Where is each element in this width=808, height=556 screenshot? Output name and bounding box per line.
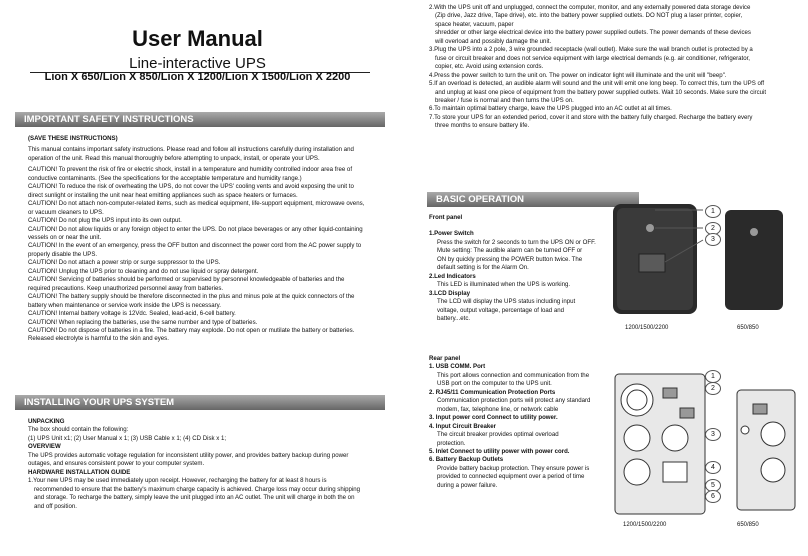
callout-3: 3 — [705, 428, 721, 441]
front-panel-illustration — [605, 200, 805, 335]
paragraph: CAUTION! Internal battery voltage is 12Vdc. Sealed, lead-acid, 6-cell battery. — [28, 310, 236, 318]
paragraph: 6.To maintain optimal battery charge, leave the UPS plugged into an AC outlet at all times. — [429, 105, 672, 113]
paragraph: and storage. To recharge the battery, simply leave the unit plugged into an AC outlet. The unit will charge in both the on — [34, 494, 355, 502]
callout-4: 4 — [705, 461, 721, 474]
paragraph: default setting is for the Alarm On. — [437, 264, 529, 272]
rear-label-small: 650/850 — [737, 522, 759, 528]
paragraph: fuse or circuit breaker and does not service equipment with large electrical demands (e.g. air conditioner, refrigerator, — [435, 54, 751, 62]
paragraph: vessels on or near the unit. — [28, 233, 102, 241]
paragraph: CAUTION! Do not attach non-computer-related items, such as medical equipment, life-support equipment, microwave ovens, — [28, 200, 365, 208]
paragraph: 6. Battery Backup Outlets — [429, 456, 504, 464]
paragraph: 5. Inlet Connect to utility power with power cord. — [429, 447, 570, 455]
install-text — [28, 418, 393, 511]
paragraph: 4. Input Circuit Breaker — [429, 422, 497, 430]
paragraph: required precautions. Keep unauthorized personnel away from batteries. — [28, 284, 224, 292]
paragraph: modem, fax, telephone line, or network cable — [437, 405, 559, 413]
model-list: Lion X 650/Lion X 850/Lion X 1200/Lion X 1500/Lion X 2200 — [44, 71, 351, 83]
rear-label-large: 1200/1500/2200 — [623, 522, 667, 528]
paragraph: 2.With the UPS unit off and unplugged, connect the computer, monitor, and any externally powered data storage device — [429, 4, 751, 11]
paragraph: and off position. — [34, 502, 77, 510]
paragraph: 3. Input power cord Connect to utility power. — [429, 414, 558, 422]
paragraph: or vacuum cleaners to UPS. — [28, 208, 104, 216]
paragraph: 2.Led Indicators — [429, 272, 476, 280]
front-label-small: 650/850 — [737, 325, 759, 331]
paragraph: The LCD will display the UPS status including input — [437, 298, 576, 306]
paragraph: during a power failure. — [437, 481, 498, 489]
paragraph: CAUTION! The battery supply should be therefore disconnected in the plus and minus pole at the quick connectors of the — [28, 293, 355, 301]
paragraph: and unplug at least one piece of equipment from the battery power supplied outlets. Wait 10 seconds. Make sure the circuit — [435, 88, 767, 96]
paragraph: Mute setting: The audible alarm can be turned OFF or — [437, 247, 583, 255]
paragraph: Released electrolyte is harmful to the skin and eyes. — [28, 335, 169, 343]
paragraph: operation of the unit. Read this manual thoroughly before attempting to unpack, install, or operate your UPS. — [28, 154, 320, 162]
paragraph: 1.Your new UPS may be used immediately upon receipt. However, recharging the battery for at least 8 hours is — [28, 477, 327, 485]
paragraph: will overload and possibly damage the unit. — [435, 37, 552, 45]
paragraph: CAUTION! To reduce the risk of overheating the UPS, do not cover the UPS' cooling vents and avoid exposing the unit to — [28, 183, 354, 191]
paragraph: This port allows connection and communication from the — [437, 371, 590, 379]
paragraph: UNPACKING — [28, 418, 65, 425]
paragraph: battery when maintenance or service work inside the UPS is necessary. — [28, 301, 221, 309]
callout-2: 2 — [705, 222, 721, 235]
paragraph: The circuit breaker provides optimal overload — [437, 431, 559, 439]
paragraph: 5.If an overload is detected, an audible alarm will sound and the unit will emit one long beep. To correct this, turn the UPS off — [429, 80, 765, 88]
paragraph: recommended to ensure that the battery's maximum charge capacity is achieved. Charge loss may occur during shipping — [34, 485, 360, 493]
paragraph: Provide battery backup protection. They ensure power is — [437, 464, 590, 472]
front-label-large: 1200/1500/2200 — [625, 325, 669, 331]
paragraph: (SAVE THESE INSTRUCTIONS) — [28, 135, 118, 142]
guide-text — [429, 4, 807, 131]
paragraph: CAUTION! When replacing the batteries, use the same number and type of batteries. — [28, 318, 258, 326]
callout-6: 6 — [705, 490, 721, 503]
paragraph: 2. RJ45/11 Communication Protection Ports — [429, 388, 556, 396]
paragraph: 1.Power Switch — [429, 230, 474, 238]
right-page — [415, 0, 808, 556]
paragraph: provided to connected equipment over a period of time — [437, 473, 585, 481]
paragraph: The UPS provides automatic voltage regulation for inconsistent utility power, and provides battery backup during power — [28, 451, 349, 459]
paragraph: The box should contain the following: — [28, 426, 129, 434]
paragraph: voltage, output voltage, percentage of load and — [437, 306, 565, 314]
paragraph: 3.Plug the UPS into a 2 pole, 3 wire grounded receptacle (wall outlet). Make sure the wall branch outlet is protected by a — [429, 46, 753, 54]
callout-2: 2 — [705, 382, 721, 395]
paragraph: Press the switch for 2 seconds to turn the UPS ON or OFF. — [437, 238, 596, 246]
paragraph: protection. — [437, 439, 466, 447]
callout-3: 3 — [705, 233, 721, 246]
callout-1: 1 — [705, 205, 721, 218]
manual-title: User Manual — [132, 26, 263, 51]
callout-1: 1 — [705, 370, 721, 383]
paragraph: (Zip drive, Jazz drive, Tape drive), etc. into the battery power supplied outlets. DO NOT plug a laser printer, copier, — [435, 12, 743, 20]
paragraph: copier, etc. Avoid using extension cords. — [435, 63, 544, 71]
paragraph: (1) UPS Unit x1; (2) User Manual x 1; (3) USB Cable x 1; (4) CD Disk x 1; — [28, 434, 227, 442]
safety-text — [28, 135, 393, 344]
paragraph: shredder or other large electrical device into the battery power supplied outlets. The power demands of these devices — [435, 29, 751, 37]
callout-5: 5 — [705, 479, 721, 492]
paragraph: HARDWARE INSTALLATION GUIDE — [28, 468, 131, 476]
paragraph: three months to ensure battery life. — [435, 122, 530, 130]
paragraph: outages, and ensures consistent power to your computer system. — [28, 460, 205, 468]
basic-operation-bar: BASIC OPERATION — [427, 192, 639, 207]
paragraph: This manual contains important safety instructions. Please read and follow all instructions carefully during installation and — [28, 146, 354, 154]
rear-panel-heading: Rear panel — [429, 355, 461, 362]
paragraph: CAUTION! Unplug the UPS prior to cleaning and do not use liquid or spray detergent. — [28, 267, 259, 275]
paragraph: CAUTION! To prevent the risk of fire or electric shock, install in a temperature and humidity controlled indoor area free of — [28, 166, 353, 174]
front-panel-heading: Front panel — [429, 214, 463, 221]
left-page — [0, 0, 395, 556]
paragraph: properly disable the UPS. — [28, 250, 98, 258]
safety-section-bar: IMPORTANT SAFETY INSTRUCTIONS — [15, 112, 385, 127]
paragraph: CAUTION! In the event of an emergency, press the OFF button and disconnect the power cord from the AC power supply to — [28, 242, 362, 250]
paragraph: CAUTION! Do not dispose of batteries in a fire. The battery may explode. Do not open or mutilate the battery or batteries. — [28, 326, 355, 334]
paragraph: 3.LCD Display — [429, 289, 470, 297]
paragraph: 7.To store your UPS for an extended period, cover it and store with the battery fully charged. Recharge the battery every — [429, 113, 753, 121]
paragraph: battery...etc. — [437, 314, 471, 322]
front-panel-text — [429, 214, 627, 323]
paragraph: This LED is illuminated when the UPS is working. — [437, 281, 571, 289]
paragraph: breaker / fuse is normal and then turns the UPS on. — [435, 96, 574, 104]
paragraph: Communication protection ports will protect any standard — [437, 397, 591, 405]
product-subtitle: Line-interactive UPS — [129, 55, 266, 72]
paragraph: 4.Press the power switch to turn the unit on. The power on indicator light will illuminate and the unit will "beep". — [429, 71, 727, 79]
paragraph: CAUTION! Do not allow liquids or any foreign object to enter the UPS. Do not place beverages or any other liquid-containing — [28, 225, 363, 233]
paragraph: 1. USB COMM. Port — [429, 363, 486, 371]
paragraph: space heater, vacuum, paper — [435, 20, 514, 28]
install-section-bar: INSTALLING YOUR UPS SYSTEM — [15, 395, 385, 410]
paragraph: direct sunlight or installing the unit near heat emitting appliances such as space heaters or furnaces. — [28, 191, 298, 199]
paragraph: USB port on the computer to the UPS unit. — [437, 380, 552, 388]
paragraph: CAUTION! Do not plug the UPS input into its own output. — [28, 217, 182, 225]
rear-panel-text — [429, 355, 631, 490]
paragraph: OVERVIEW — [28, 443, 61, 451]
paragraph: ON by quickly pressing the POWER button twice. The — [437, 255, 583, 263]
paragraph: conductive contaminants. (See the specifications for the acceptable temperature and humidity range.) — [28, 174, 302, 182]
paragraph: CAUTION! Do not attach a power strip or surge suppressor to the UPS. — [28, 259, 221, 267]
paragraph: CAUTION! Servicing of batteries should be performed or supervised by personnel knowledgeable of batteries and the — [28, 276, 345, 284]
